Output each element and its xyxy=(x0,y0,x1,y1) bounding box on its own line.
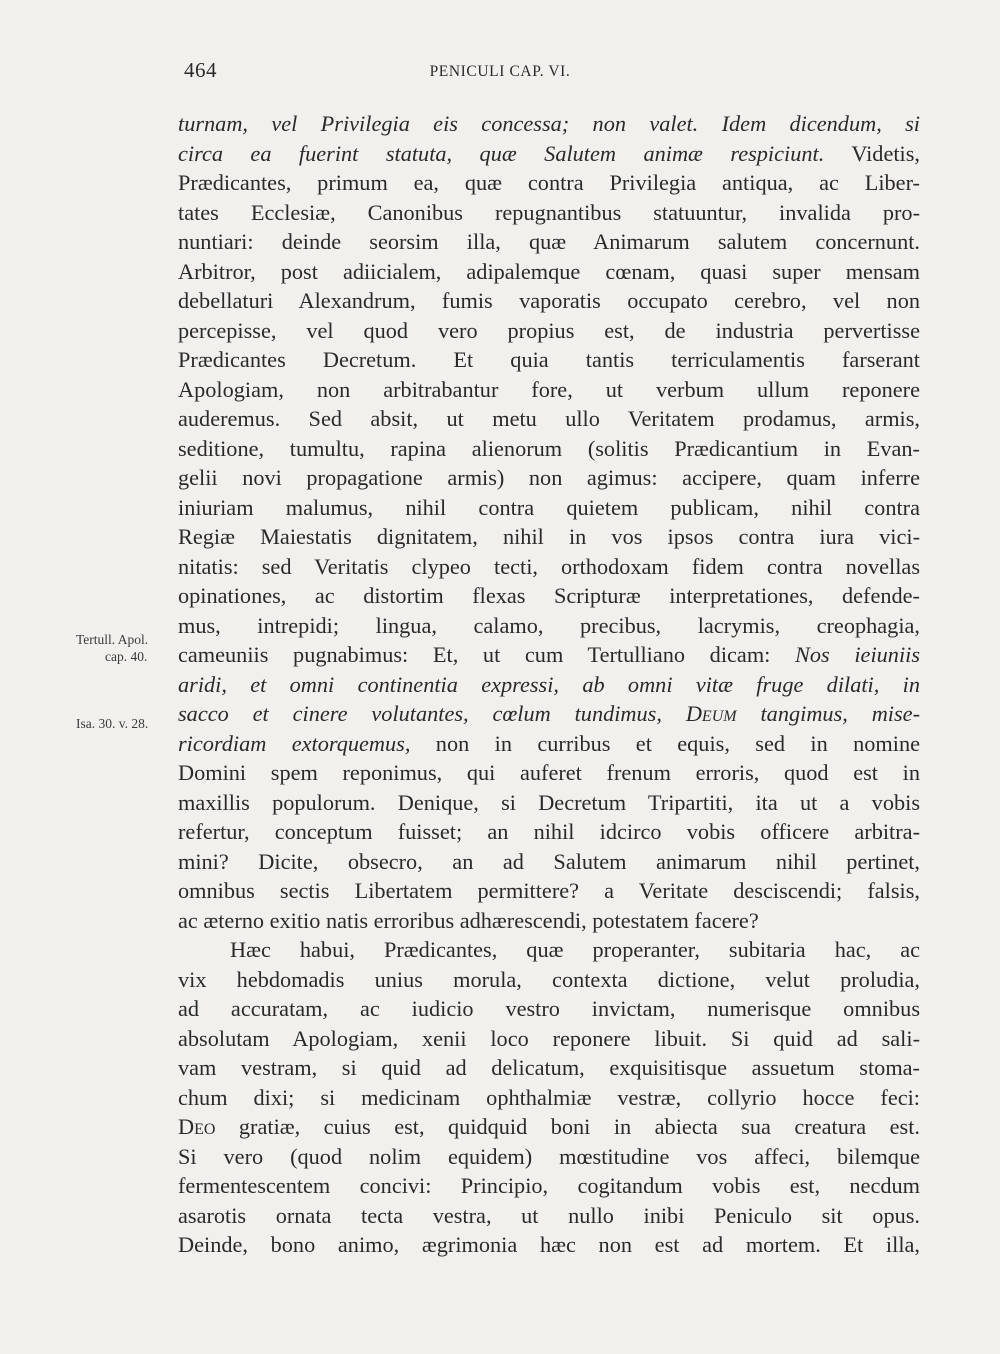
text-span: tates Ecclesiæ, Canonibus repugnantibus statuuntur, invalida pro- xyxy=(178,199,920,225)
text-line xyxy=(178,493,920,523)
text-line xyxy=(178,1053,920,1083)
text-span: nitatis: sed Veritatis clypeo tecti, orthodoxam fidem contra novellas xyxy=(178,553,920,579)
text-line xyxy=(178,729,920,759)
text-line xyxy=(178,935,920,965)
text-line xyxy=(178,611,920,641)
text-span: auderemus. Sed absit, ut metu ullo Veritatem prodamus, armis, xyxy=(178,406,920,431)
text-line xyxy=(178,198,920,228)
text-line xyxy=(178,1171,920,1201)
text-span: vix hebdomadis unius morula, contexta dictione, velut proludia, xyxy=(178,966,920,992)
text-line xyxy=(178,994,920,1024)
text-span: asarotis ornata tecta vestra, ut nullo inibi Peniculo sit opus. xyxy=(178,1202,920,1228)
text-span: percepisse, vel quod vero propius est, de industria pervertisse xyxy=(178,317,920,343)
text-span: iniuriam malumus, nihil contra quietem publicam, nihil contra xyxy=(178,494,920,520)
text-line xyxy=(178,581,920,611)
italic-span: sacco et cinere volutantes, cœlum tundimus, xyxy=(178,701,686,726)
text-line xyxy=(178,788,920,818)
text-span: opinationes, ac distortim flexas Scripturæ interpretationes, defende- xyxy=(178,583,920,608)
text-span: Domini spem reponimus, qui auferet frenum erroris, quod est in xyxy=(178,760,920,785)
text-line xyxy=(178,109,920,139)
text-line xyxy=(178,1142,920,1172)
text-span: Hæc habui, Prædicantes, quæ properanter, subitaria hac, ac xyxy=(230,937,920,962)
text-span: debellaturi Alexandrum, fumis vaporatis occupato cerebro, vel non xyxy=(178,288,920,313)
text-line xyxy=(178,640,920,670)
body-text xyxy=(178,109,920,1260)
margin-note-tertullian-line2: cap. 40. xyxy=(105,649,148,664)
text-line xyxy=(178,1024,920,1054)
text-line xyxy=(178,699,920,729)
running-head: PENICULI CAP. VI. xyxy=(429,63,571,80)
text-span: maxillis populorum. Denique, si Decretum Tripartiti, ita ut a vobis xyxy=(178,789,920,815)
page-number: 464 xyxy=(184,58,217,82)
text-line xyxy=(178,1112,920,1142)
italic-span: tangimus, mise- xyxy=(736,701,920,726)
text-line xyxy=(178,847,920,877)
text-span: chum dixi; si medicinam ophthalmiæ vestræ, collyrio hocce feci: xyxy=(178,1084,920,1110)
text-span: Prædicantes Decretum. Et quia tantis terriculamentis farserant xyxy=(178,347,920,372)
text-line xyxy=(178,434,920,464)
text-line xyxy=(178,552,920,582)
margin-note-tertullian-line1: Tertull. Apol. xyxy=(76,632,149,647)
italic-span: turnam, vel Privilegia eis concessa; non valet. Idem dicendum, si xyxy=(178,111,920,136)
text-line xyxy=(178,316,920,346)
text-span: nuntiari: deinde seorsim illa, quæ Animarum salutem concernunt. xyxy=(178,229,920,254)
text-line xyxy=(178,906,920,936)
text-span: vam vestram, si quid ad delicatum, exquisitisque assuetum stoma- xyxy=(178,1055,920,1080)
text-span: omnibus sectis Libertatem permittere? a Veritate desciscendi; falsis, xyxy=(178,878,920,903)
text-line xyxy=(178,463,920,493)
text-span: Deo xyxy=(178,1114,216,1139)
text-line xyxy=(178,227,920,257)
text-line xyxy=(178,257,920,287)
text-span: Si vero (quod nolim equidem) mœstitudine vos affeci, bilemque xyxy=(178,1143,920,1169)
text-span: Prædicantes, primum ea, quæ contra Privilegia antiqua, ac Liber- xyxy=(178,170,920,195)
text-span: Regiæ Maiestatis dignitatem, nihil in vos ipsos contra iura vici- xyxy=(178,524,920,549)
text-line xyxy=(178,1230,920,1260)
text-span: non in curribus et equis, sed in nomine xyxy=(410,730,920,756)
text-line xyxy=(178,817,920,847)
italic-span: aridi, et omni continentia expressi, ab omni vitæ fruge dilati, in xyxy=(178,671,920,697)
text-span: gratiæ, cuius est, quidquid boni in abiecta sua creatura est. xyxy=(215,1114,920,1139)
text-span: Arbitror, post adiicialem, adipalemque cœnam, quasi super mensam xyxy=(178,258,920,284)
text-line xyxy=(178,522,920,552)
text-span: Apologiam, non arbitrabantur fore, ut verbum ullum reponere xyxy=(178,376,920,402)
text-span: cameuniis pugnabimus: Et, ut cum Tertulliano dicam: xyxy=(178,642,796,667)
text-line xyxy=(178,1083,920,1113)
text-span: Deinde, bono animo, ægrimonia hæc non est ad mortem. Et illa, xyxy=(178,1232,920,1257)
text-span: ac æterno exitio natis erroribus adhærescendi, potestatem facere? xyxy=(178,907,759,933)
text-line xyxy=(178,1201,920,1231)
text-span: refertur, conceptum fuisset; an nihil idcirco vobis officere arbitra- xyxy=(178,819,920,844)
text-line xyxy=(178,345,920,375)
text-span: seditione, tumultu, rapina alienorum (solitis Prædicantium in Evan- xyxy=(178,435,920,461)
italic-span: circa ea fuerint statuta, quæ Salutem animæ respiciunt. xyxy=(178,140,825,166)
text-line xyxy=(178,286,920,316)
italic-span: ricordiam extorquemus, xyxy=(178,730,411,756)
text-line xyxy=(178,876,920,906)
text-span: mus, intrepidi; lingua, calamo, precibus, lacrymis, creophagia, xyxy=(178,612,920,638)
text-span: absolutam Apologiam, xenii loco reponere libuit. Si quid ad sali- xyxy=(178,1025,920,1051)
text-line xyxy=(178,168,920,198)
margin-note-isaiah: Isa. 30. v. 28. xyxy=(76,716,149,731)
text-line xyxy=(178,404,920,434)
text-span: ad accuratam, ac iudicio vestro invictam, numerisque omnibus xyxy=(178,996,920,1021)
text-line xyxy=(178,758,920,788)
text-span: Videtis, xyxy=(824,140,920,166)
italic-span: Nos ieiuniis xyxy=(795,642,920,667)
text-span: fermentescentem concivi: Principio, cogitandum vobis est, necdum xyxy=(178,1173,920,1198)
text-span: gelii novi propagatione armis) non agimus: accipere, quam inferre xyxy=(178,465,920,490)
text-line xyxy=(178,139,920,169)
text-line xyxy=(178,670,920,700)
text-line xyxy=(178,965,920,995)
italic-span: Deum xyxy=(685,701,737,726)
text-span: mini? Dicite, obsecro, an ad Salutem animarum nihil pertinet, xyxy=(178,848,920,874)
text-line xyxy=(178,375,920,405)
